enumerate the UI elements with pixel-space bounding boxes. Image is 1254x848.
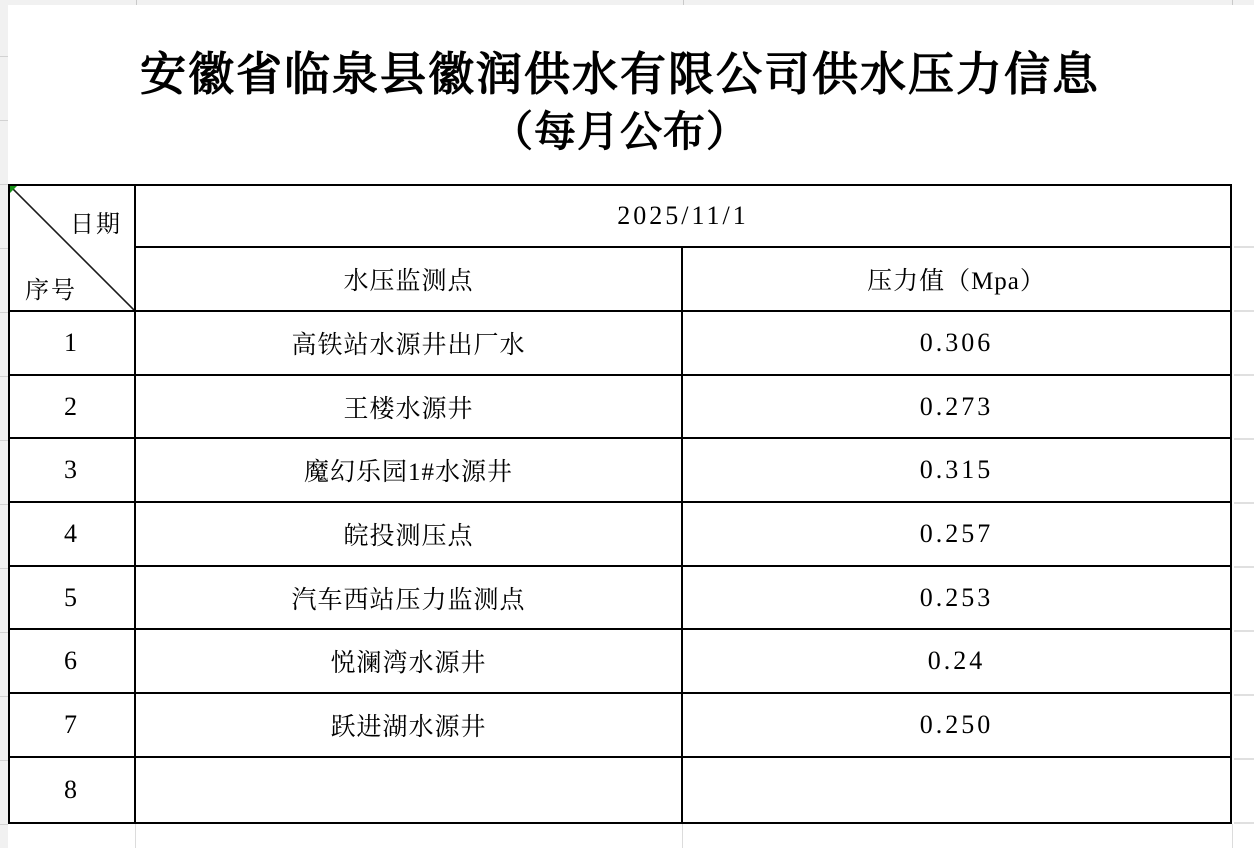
serial-cell[interactable]: 6 [10, 630, 136, 694]
page-title[interactable] [8, 5, 1232, 184]
point-cell[interactable]: 高铁站水源井出厂水 [136, 312, 683, 376]
serial-cell[interactable]: 1 [10, 312, 136, 376]
point-cell[interactable]: 汽车西站压力监测点 [136, 567, 683, 631]
value-cell[interactable]: 0.24 [683, 630, 1230, 694]
header-monitoring-point[interactable]: 水压监测点 [136, 248, 683, 312]
gridline-below-table [682, 824, 683, 848]
gridline-below-table [135, 824, 136, 848]
value-cell[interactable]: 0.315 [683, 439, 1230, 503]
value-cell[interactable] [683, 758, 1230, 822]
serial-cell[interactable]: 4 [10, 503, 136, 567]
serial-cell[interactable]: 5 [10, 567, 136, 631]
value-cell[interactable]: 0.306 [683, 312, 1230, 376]
page-title-line1: 安徽省临泉县徽润供水有限公司供水压力信息 [140, 49, 1100, 101]
point-cell[interactable]: 悦澜湾水源井 [136, 630, 683, 694]
serial-cell[interactable]: 8 [10, 758, 136, 822]
header-pressure-value[interactable]: 压力值（Mpa） [683, 248, 1230, 312]
point-cell[interactable]: 王楼水源井 [136, 376, 683, 440]
value-cell[interactable]: 0.250 [683, 694, 1230, 758]
gridline-below-table [1232, 824, 1233, 848]
point-cell[interactable]: 皖投测压点 [136, 503, 683, 567]
gridline-tick [1232, 0, 1233, 5]
serial-cell[interactable]: 3 [10, 439, 136, 503]
value-cell[interactable]: 0.273 [683, 376, 1230, 440]
corner-serial-label: 序号 [25, 278, 77, 304]
point-cell[interactable] [136, 758, 683, 822]
page-title-line2: （每月公布） [490, 109, 749, 156]
date-cell[interactable]: 2025/11/1 [136, 186, 1230, 248]
value-cell[interactable]: 0.253 [683, 567, 1230, 631]
sheet-right-margin [1234, 184, 1254, 824]
sheet-left-margin [0, 5, 8, 848]
pressure-table [8, 184, 1232, 824]
serial-cell[interactable]: 2 [10, 376, 136, 440]
serial-cell[interactable]: 7 [10, 694, 136, 758]
value-cell[interactable]: 0.257 [683, 503, 1230, 567]
corner-date-label: 日期 [70, 212, 122, 238]
corner-cell[interactable] [10, 186, 136, 312]
cell-error-indicator-icon [10, 186, 17, 193]
point-cell[interactable]: 跃进湖水源井 [136, 694, 683, 758]
point-cell[interactable]: 魔幻乐园1#水源井 [136, 439, 683, 503]
